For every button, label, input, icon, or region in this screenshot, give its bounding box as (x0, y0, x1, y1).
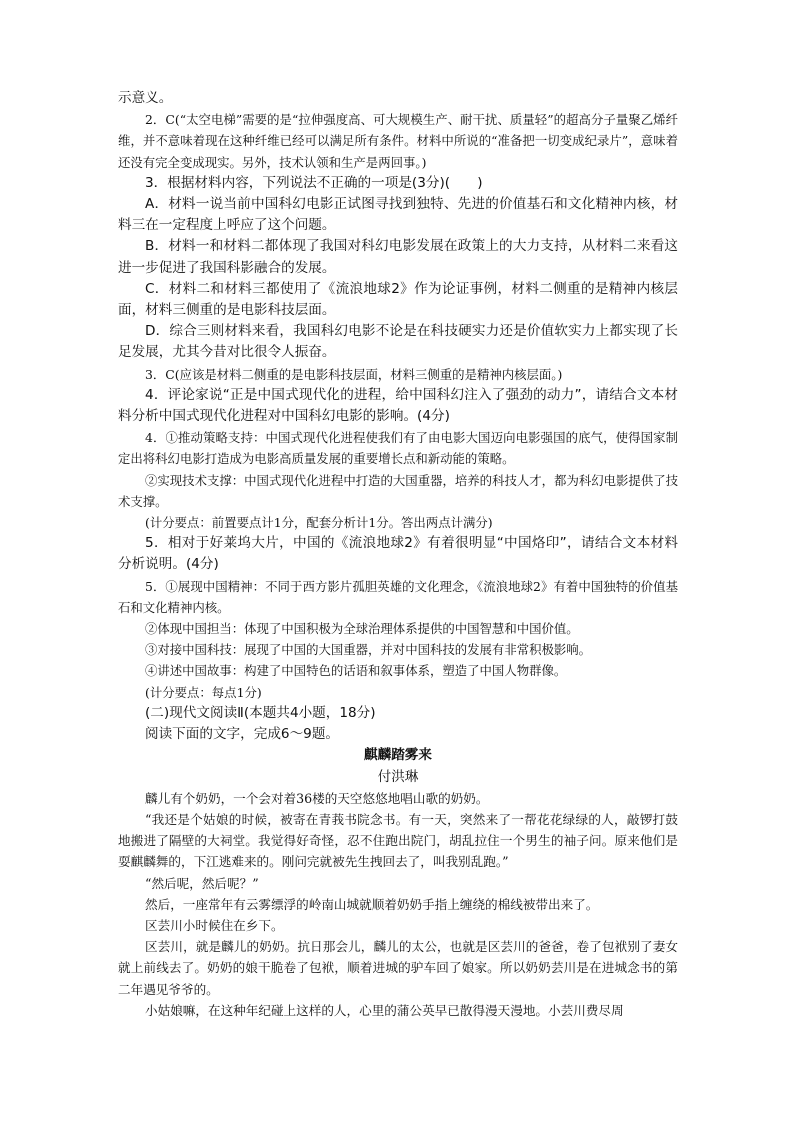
answer-paragraph: ③对接中国科技：展现了中国的大国重器，并对中国科技的发展有非常积极影响。 (145, 642, 592, 658)
story-paragraph: 麟儿有个奶奶，一个会对着36楼的天空悠悠地唱山歌的奶奶。 (145, 790, 489, 806)
story-title: 麒麟踏雾来 (364, 747, 432, 764)
document-page (118, 88, 678, 1021)
answer-paragraph: 2．C(“太空电梯”需要的是“拉伸强度高、可大规模生产、耐干扰、质量轻”的超高分子量聚乙烯纤维，并不意味着现在这种纤维已经可以满足所有条件。材料中所说的“准备把一切变成纪录片”，意味着还没有完全变成现实。另外，技术认领和生产是两回事。) (118, 112, 678, 170)
story-paragraph: 区芸川小时候住在乡下。 (145, 917, 284, 933)
answer-paragraph: ④讲述中国故事：构建了中国特色的话语和叙事体系，塑造了中国人物群像。 (145, 663, 567, 679)
answer-paragraph: (计分要点：每点1分) (145, 684, 262, 700)
answer-paragraph: 4．①推动策略支持：中国式现代化进程使我们有了由电影大国迈向电影强国的底气，使得国家制定出将科幻电影打造成为电影高质量发展的重要增长点和新动能的策略。 (118, 430, 678, 467)
body-paragraph: C．材料二和材料三都使用了《流浪地球2》作为论证事例，材料二侧重的是精神内核层面，材料三侧重的是电影科技层面。 (118, 280, 678, 319)
story-paragraph: “我还是个姑娘的时候，被寄在青莪书院念书。有一天，突然来了一帮花花绿绿的人，敲锣打鼓地搬进了隔壁的大祠堂。我觉得好奇怪，忍不住跑出院门，胡乱拉住一个男生的袖子问。原来他们是耍麒麟舞的，下江逃难来的。刚问完就被先生拽回去了，叫我别乱跑。” (118, 811, 678, 870)
story-paragraph: “然后呢，然后呢？” (145, 875, 259, 891)
body-paragraph: (二)现代文阅读Ⅱ(本题共4小题，18分) (145, 704, 376, 721)
body-paragraph: A．材料一说当前中国科幻电影正试图寻找到独特、先进的价值基石和文化精神内核，材料三在一定程度上呼应了这个问题。 (118, 196, 678, 234)
answer-paragraph: (计分要点：前置要点计1分，配套分析计1分。答出两点计满分) (145, 515, 493, 531)
body-paragraph: 示意义。 (118, 90, 173, 106)
body-paragraph: D．综合三则材料来看，我国科幻电影不论是在科技硬实力还是价值软实力上都实现了长足发展，尤其今昔对比很令人振奋。 (118, 323, 678, 361)
story-paragraph: 小姑娘嘛，在这种年纪碰上这样的人，心里的蒲公英早已散得漫天漫地。小芸川费尽周 (145, 1002, 624, 1018)
body-paragraph: 5．相对于好莱坞大片，中国的《流浪地球2》有着很明显“中国烙印”，请结合文本材料分析说明。(4分) (118, 535, 678, 573)
body-paragraph: 4．评论家说“正是中国式现代化的进程，给中国科幻注入了强劲的动力”，请结合文本材料分析中国式现代化进程对中国科幻电影的影响。(4分) (118, 386, 678, 425)
body-paragraph: 阅读下面的文字，完成6～9题。 (145, 726, 340, 743)
answer-paragraph: 5．①展现中国精神：不同于西方影片孤胆英雄的文化理念，《流浪地球2》有着中国独特的价值基石和文化精神内核。 (118, 578, 678, 615)
answer-paragraph: 3．C(应该是材料二侧重的是电影科技层面，材料三侧重的是精神内核层面。) (145, 366, 563, 382)
story-author: 付洪琳 (377, 768, 419, 785)
story-paragraph: 然后，一座常年有云雾缥浮的岭南山城就顺着奶奶手指上缠绕的棉线被带出来了。 (145, 896, 599, 912)
body-paragraph: B．材料一和材料二都体现了我国对科幻电影发展在政策上的大力支持，从材料二来看这进一步促进了我国科影融合的发展。 (118, 238, 678, 276)
answer-paragraph: ②体现中国担当：体现了中国积极为全球治理体系提供的中国智慧和中国价值。 (145, 621, 579, 637)
story-paragraph: 区芸川，就是麟儿的奶奶。抗日那会儿，麟儿的太公，也就是区芸川的爸爸，卷了包袱别了妻女就上前线去了。奶奶的娘干脆卷了包袱，顺着进城的驴车回了娘家。所以奶奶芸川是在进城念书的第二年遇见爷爷的。 (118, 939, 678, 997)
answer-paragraph: ②实现技术支撑：中国式现代化进程中打造的大国重器，培养的科技人才，都为科幻电影提供了技术支撑。 (118, 472, 678, 509)
body-paragraph: 3．根据材料内容，下列说法不正确的一项是(3分)( ) (145, 174, 483, 191)
